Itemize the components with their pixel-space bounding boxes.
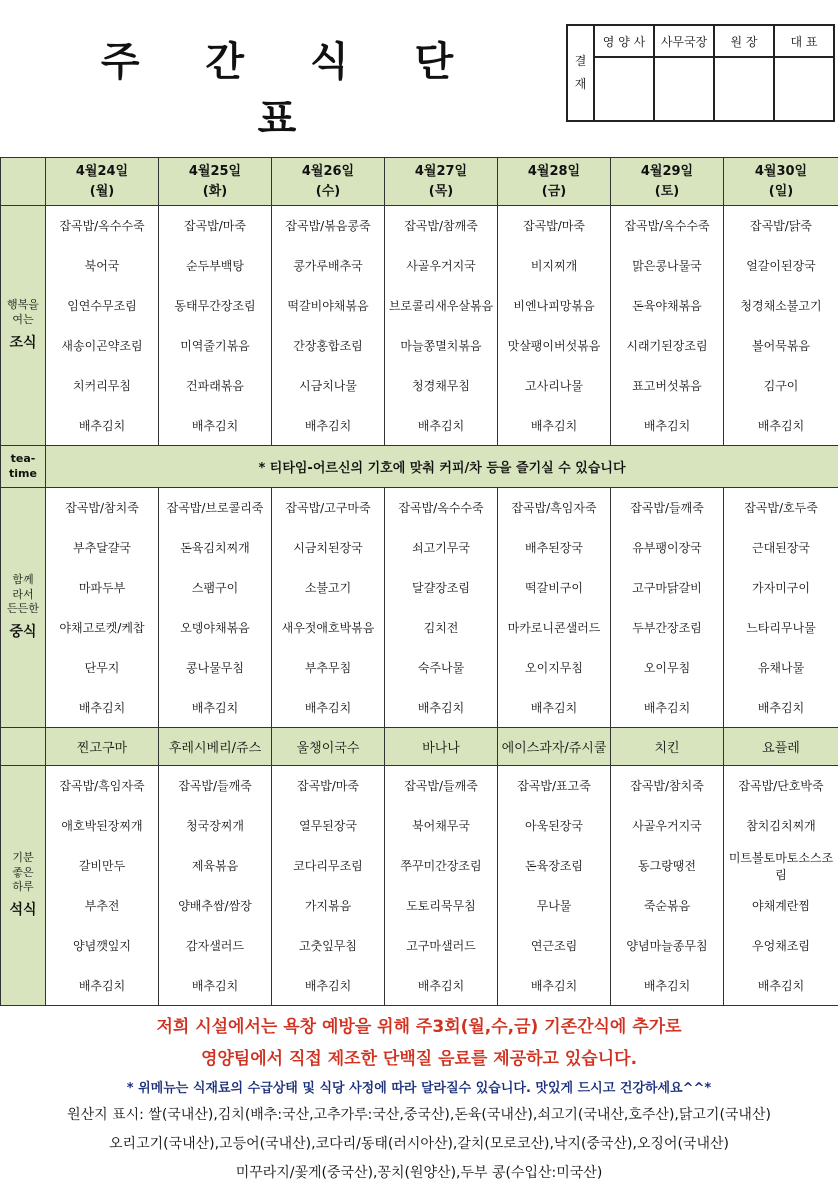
menu-item: 떡갈비야채볶음 [272, 286, 385, 326]
menu-item: 미트볼토마토소스조림 [724, 846, 838, 886]
dinner-row [1, 766, 838, 806]
approval-label: 결 재 [567, 25, 594, 121]
snack-item: 치킨 [611, 728, 724, 766]
menu-item: 사골우거지국 [611, 806, 724, 846]
menu-item: 애호박된장찌개 [46, 806, 159, 846]
snack-item: 찐고구마 [46, 728, 159, 766]
day-header [385, 158, 498, 206]
menu-item: 야채계란찜 [724, 886, 838, 926]
day-date: 4월25일 [188, 164, 242, 179]
menu-item: 배추김치 [46, 406, 159, 446]
menu-item: 배추김치 [272, 406, 385, 446]
lunch-row [1, 608, 838, 648]
menu-item: 순두부백탕 [159, 246, 272, 286]
menu-item: 숙주나물 [385, 648, 498, 688]
day-of-week: (금) [541, 183, 567, 199]
menu-item: 동그랑땡전 [611, 846, 724, 886]
menu-item: 잡곡밥/들깨죽 [159, 766, 272, 806]
approval-sign-box [594, 57, 654, 121]
menu-item: 배추김치 [385, 688, 498, 728]
menu-item: 부추전 [46, 886, 159, 926]
menu-item: 배추김치 [724, 406, 838, 446]
menu-item: 마늘쫑멸치볶음 [385, 326, 498, 366]
lunch-label: 중식 [9, 624, 37, 641]
day-date: 4월27일 [414, 164, 468, 179]
dinner-row [1, 926, 838, 966]
menu-item: 코다리무조림 [272, 846, 385, 886]
approval-sign-box [774, 57, 834, 121]
approval-sign-box [654, 57, 714, 121]
menu-item: 배추된장국 [498, 528, 611, 568]
notice-protein-drink-2: 영양팀에서 직접 제조한 단백질 음료를 제공하고 있습니다. [200, 1049, 638, 1069]
menu-item: 비엔나피망볶음 [498, 286, 611, 326]
snack-item: 요플레 [724, 728, 838, 766]
menu-item: 맑은콩나물국 [611, 246, 724, 286]
menu-item: 청국장찌개 [159, 806, 272, 846]
approval-role-nutritionist: 영 양 사 [594, 25, 654, 57]
menu-item: 잡곡밥/호두죽 [724, 488, 838, 528]
menu-item: 감자샐러드 [159, 926, 272, 966]
breakfast-row [1, 206, 838, 246]
menu-item: 단무지 [46, 648, 159, 688]
menu-item: 제육볶음 [159, 846, 272, 886]
menu-item: 북어채무국 [385, 806, 498, 846]
menu-item: 근대된장국 [724, 528, 838, 568]
menu-item: 고구마샐러드 [385, 926, 498, 966]
breakfast-row [1, 246, 838, 286]
menu-item: 갈비만두 [46, 846, 159, 886]
menu-item: 배추김치 [46, 966, 159, 1006]
menu-item: 부추무침 [272, 648, 385, 688]
menu-item: 고춧잎무침 [272, 926, 385, 966]
lunch-row [1, 568, 838, 608]
breakfast-label-cell [1, 206, 46, 446]
menu-item: 치커리무침 [46, 366, 159, 406]
menu-item: 콩나물무침 [159, 648, 272, 688]
teatime-label: tea- time [1, 446, 46, 488]
menu-item: 배추김치 [498, 966, 611, 1006]
day-date: 4월26일 [301, 164, 355, 179]
menu-item: 야채고로켓/케찹 [46, 608, 159, 648]
menu-item: 돈육김치찌개 [159, 528, 272, 568]
menu-item: 고구마닭갈비 [611, 568, 724, 608]
lunch-row [1, 528, 838, 568]
breakfast-label: 조식 [9, 334, 37, 351]
day-header [272, 158, 385, 206]
lunch-subtitle: 함께 라서 든든한 [7, 572, 39, 616]
menu-item: 잡곡밥/참치죽 [46, 488, 159, 528]
menu-item: 쇠고기무국 [385, 528, 498, 568]
menu-item: 떡갈비구이 [498, 568, 611, 608]
menu-item: 마카로니콘샐러드 [498, 608, 611, 648]
breakfast-row [1, 366, 838, 406]
menu-item: 소불고기 [272, 568, 385, 608]
lunch-row [1, 488, 838, 528]
menu-item: 죽순볶음 [611, 886, 724, 926]
menu-item: 고사리나물 [498, 366, 611, 406]
menu-item: 배추김치 [385, 406, 498, 446]
menu-item: 아욱된장국 [498, 806, 611, 846]
menu-item: 잡곡밥/표고죽 [498, 766, 611, 806]
menu-item: 새송이곤약조림 [46, 326, 159, 366]
menu-item: 잡곡밥/들깨죽 [385, 766, 498, 806]
menu-item: 미역줄기볶음 [159, 326, 272, 366]
menu-item: 돈육야채볶음 [611, 286, 724, 326]
day-header [498, 158, 611, 206]
menu-item: 잡곡밥/단호박죽 [724, 766, 838, 806]
menu-item: 배추김치 [724, 966, 838, 1006]
dinner-row [1, 966, 838, 1006]
breakfast-row [1, 286, 838, 326]
menu-item: 잡곡밥/옥수수죽 [46, 206, 159, 246]
menu-item: 청경채무침 [385, 366, 498, 406]
menu-item: 얼갈이된장국 [724, 246, 838, 286]
menu-item: 콩가루배추국 [272, 246, 385, 286]
breakfast-row [1, 406, 838, 446]
menu-item: 양념마늘종무침 [611, 926, 724, 966]
menu-item: 참치김치찌개 [724, 806, 838, 846]
menu-item: 가자미구이 [724, 568, 838, 608]
teatime-text: * 티타임-어르신의 기호에 맞춰 커피/차 등을 즐기실 수 있습니다 [46, 446, 838, 488]
notice-protein-drink-1: 저희 시설에서는 욕창 예방을 위해 주3회(월,수,금) 기존간식에 추가로 [156, 1017, 682, 1037]
snack-item: 울챙이국수 [272, 728, 385, 766]
day-of-week: (월) [89, 183, 115, 199]
menu-item: 표고버섯볶음 [611, 366, 724, 406]
menu-item: 비지찌개 [498, 246, 611, 286]
approval-role-director: 원 장 [714, 25, 774, 57]
menu-item: 오뎅야채볶음 [159, 608, 272, 648]
menu-item: 잡곡밥/고구마죽 [272, 488, 385, 528]
menu-item: 볼어묵볶음 [724, 326, 838, 366]
snack-item: 에이스과자/쥬시쿨 [498, 728, 611, 766]
day-header [159, 158, 272, 206]
day-of-week: (토) [654, 183, 680, 199]
snack-item: 후레시베리/쥬스 [159, 728, 272, 766]
menu-item: 시래기된장조림 [611, 326, 724, 366]
menu-item: 배추김치 [611, 966, 724, 1006]
lunch-row [1, 648, 838, 688]
menu-item: 유부팽이장국 [611, 528, 724, 568]
notice-menu-change: * 위메뉴는 식재료의 수급상태 및 식당 사정에 따라 달라질수 있습니다. 맛있게 드시고 건강하세요^^* [126, 1081, 712, 1096]
menu-item: 배추김치 [724, 688, 838, 728]
menu-item: 우엉채조림 [724, 926, 838, 966]
corner-cell [1, 158, 46, 206]
day-date: 4월30일 [754, 164, 808, 179]
date-header-row [1, 158, 838, 206]
menu-item: 양념깻잎지 [46, 926, 159, 966]
menu-item: 두부간장조림 [611, 608, 724, 648]
dinner-subtitle: 기분 좋은 하루 [12, 850, 34, 894]
menu-item: 양배추쌈/쌈장 [159, 886, 272, 926]
menu-item: 동태무간장조림 [159, 286, 272, 326]
menu-item: 잡곡밥/마죽 [159, 206, 272, 246]
menu-item: 유채나물 [724, 648, 838, 688]
menu-item: 느타리무나물 [724, 608, 838, 648]
snack-row [1, 728, 838, 766]
day-header [611, 158, 724, 206]
menu-item: 김치전 [385, 608, 498, 648]
origin-info-3: 미꾸라지/꽃게(중국산),꽁치(원양산),두부 콩(수입산:미국산) [235, 1165, 603, 1181]
menu-item: 브로콜리새우살볶음 [385, 286, 498, 326]
menu-item: 임연수무조림 [46, 286, 159, 326]
menu-item: 배추김치 [611, 688, 724, 728]
menu-item: 배추김치 [272, 688, 385, 728]
origin-info-1: 원산지 표시: 쌀(국내산),김치(배추:국산,고추가루:국산,중국산),돈육(국내산),쇠고기(국내산,호주산),닭고기(국내산) [67, 1107, 771, 1123]
day-date: 4월24일 [75, 164, 129, 179]
menu-item: 오이지무침 [498, 648, 611, 688]
menu-item: 배추김치 [159, 406, 272, 446]
menu-item: 배추김치 [498, 406, 611, 446]
menu-item: 열무된장국 [272, 806, 385, 846]
menu-item: 잡곡밥/참깨죽 [385, 206, 498, 246]
day-of-week: (수) [315, 183, 341, 199]
approval-box [566, 24, 835, 122]
menu-item: 북어국 [46, 246, 159, 286]
menu-item: 부추달걀국 [46, 528, 159, 568]
snack-item: 바나나 [385, 728, 498, 766]
menu-item: 배추김치 [385, 966, 498, 1006]
menu-item: 마파두부 [46, 568, 159, 608]
day-date: 4월29일 [640, 164, 694, 179]
lunch-row [1, 688, 838, 728]
day-of-week: (화) [202, 183, 228, 199]
menu-item: 잡곡밥/볶음콩죽 [272, 206, 385, 246]
menu-item: 오이무침 [611, 648, 724, 688]
dinner-label-cell [1, 766, 46, 1006]
page-title: 주 간 식 단 표 [100, 39, 480, 142]
approval-sign-box [714, 57, 774, 121]
menu-item: 잡곡밥/마죽 [498, 206, 611, 246]
dinner-row [1, 806, 838, 846]
weekly-menu-table [0, 157, 838, 1006]
menu-item: 잡곡밥/흑임자죽 [498, 488, 611, 528]
menu-item: 배추김치 [46, 688, 159, 728]
menu-item: 사골우거지국 [385, 246, 498, 286]
menu-item: 스팸구이 [159, 568, 272, 608]
menu-item: 잡곡밥/브로콜리죽 [159, 488, 272, 528]
menu-item: 쭈꾸미간장조림 [385, 846, 498, 886]
menu-item: 배추김치 [159, 688, 272, 728]
teatime-row [1, 446, 838, 488]
menu-item: 잡곡밥/옥수수죽 [611, 206, 724, 246]
menu-item: 가지볶음 [272, 886, 385, 926]
menu-item: 맛살팽이버섯볶음 [498, 326, 611, 366]
menu-item: 간장홍합조림 [272, 326, 385, 366]
approval-role-secretary: 사무국장 [654, 25, 714, 57]
snack-label-cell [1, 728, 46, 766]
menu-item: 연근조림 [498, 926, 611, 966]
dinner-label: 석식 [9, 902, 37, 919]
approval-role-ceo: 대 표 [774, 25, 834, 57]
menu-item: 건파래볶음 [159, 366, 272, 406]
menu-item: 새우젓애호박볶음 [272, 608, 385, 648]
menu-item: 시금치나물 [272, 366, 385, 406]
dinner-row [1, 886, 838, 926]
menu-item: 시금치된장국 [272, 528, 385, 568]
menu-item: 잡곡밥/옥수수죽 [385, 488, 498, 528]
dinner-row [1, 846, 838, 886]
menu-item: 김구이 [724, 366, 838, 406]
day-header [724, 158, 838, 206]
day-of-week: (일) [768, 183, 794, 199]
menu-item: 배추김치 [272, 966, 385, 1006]
menu-item: 잡곡밥/들깨죽 [611, 488, 724, 528]
lunch-label-cell [1, 488, 46, 728]
menu-item: 청경채소불고기 [724, 286, 838, 326]
menu-item: 잡곡밥/닭죽 [724, 206, 838, 246]
menu-item: 돈육장조림 [498, 846, 611, 886]
menu-item: 달걀장조림 [385, 568, 498, 608]
menu-item: 배추김치 [611, 406, 724, 446]
day-of-week: (목) [428, 183, 454, 199]
menu-item: 잡곡밥/마죽 [272, 766, 385, 806]
menu-item: 무나물 [498, 886, 611, 926]
menu-item: 배추김치 [498, 688, 611, 728]
breakfast-subtitle: 행복을 여는 [7, 298, 39, 327]
menu-item: 잡곡밥/흑임자죽 [46, 766, 159, 806]
menu-item: 배추김치 [159, 966, 272, 1006]
menu-item: 잡곡밥/참치죽 [611, 766, 724, 806]
day-header [46, 158, 159, 206]
origin-info-2: 오리고기(국내산),고등어(국내산),코다리/동태(러시아산),갈치(모로코산),낙지(중국산),오징어(국내산) [109, 1136, 729, 1152]
breakfast-row [1, 326, 838, 366]
day-date: 4월28일 [527, 164, 581, 179]
menu-item: 도토리묵무침 [385, 886, 498, 926]
